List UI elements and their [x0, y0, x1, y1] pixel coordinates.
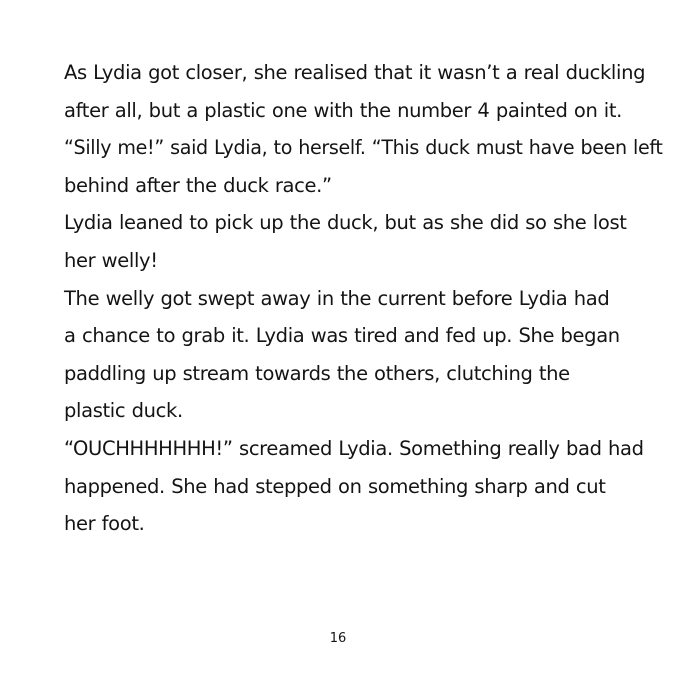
story-line: her foot. — [64, 512, 145, 536]
story-line: The welly got swept away in the current before Lydia had — [64, 286, 610, 310]
story-line: her welly! — [64, 248, 158, 272]
story-line: plastic duck. — [64, 399, 183, 423]
story-line: a chance to grab it. Lydia was tired and fed up. She began — [64, 324, 620, 348]
story-line: happened. She had stepped on something sharp and cut — [64, 474, 606, 498]
story-line: behind after the duck race.” — [64, 173, 332, 197]
story-text — [64, 54, 663, 543]
story-line: “OUCHHHHHHH!” screamed Lydia. Something really bad had — [64, 436, 644, 460]
story-line: paddling up stream towards the others, clutching the — [64, 361, 570, 385]
story-line: “Silly me!” said Lydia, to herself. “This duck must have been left — [64, 136, 663, 160]
story-line: Lydia leaned to pick up the duck, but as she did so she lost — [64, 211, 627, 235]
page-number: 16 — [329, 631, 347, 646]
story-line: after all, but a plastic one with the number 4 painted on it. — [64, 98, 623, 122]
story-line: As Lydia got closer, she realised that it wasn’t a real duckling — [64, 61, 646, 84]
